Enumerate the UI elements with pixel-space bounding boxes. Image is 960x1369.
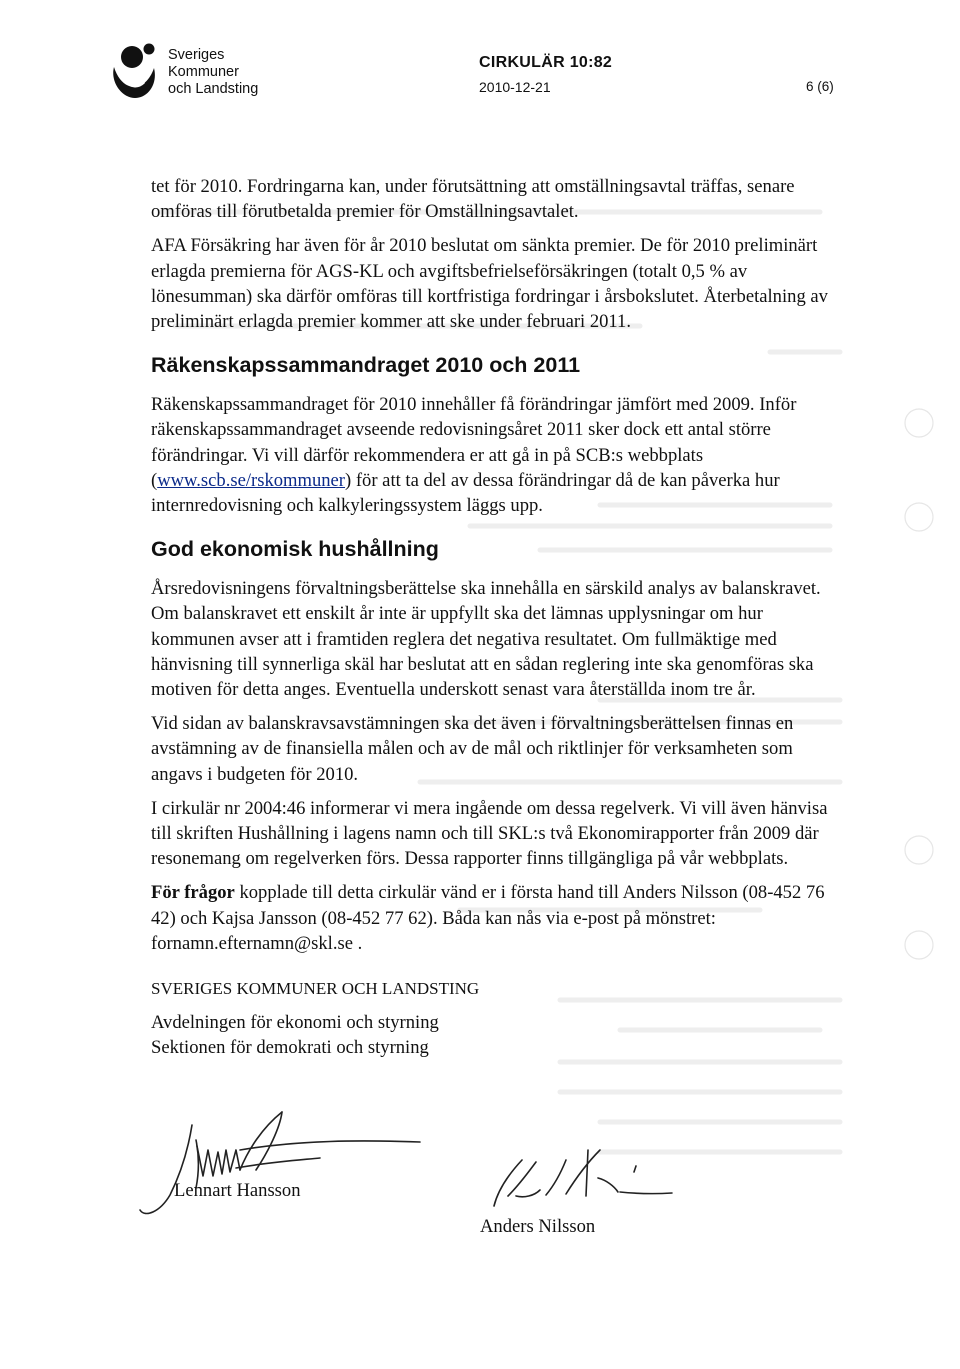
closing-department-1: Avdelningen för ekonomi och styrning <box>151 1012 439 1034</box>
organization-name <box>168 47 258 98</box>
circular-title: CIRKULÄR 10:82 <box>479 54 613 71</box>
section-heading-rakenskap: Räkenskapssammandraget 2010 och 2011 <box>151 353 581 378</box>
org-line-1: Sveriges <box>168 47 225 63</box>
paragraph-text: ) för att ta del av dessa förändringar då de kan påverka hur internredovisning och kalkyleringssystem läggs upp. <box>151 469 780 517</box>
paragraph: tet för 2010. Fordringarna kan, under förutsättning att omställningsavtal träffas, senare omföras till förutbetalda premier för Omställningsavtalet. <box>151 176 795 223</box>
circular-date: 2010-12-21 <box>479 79 551 95</box>
document-body <box>151 174 843 1061</box>
paragraph <box>151 392 843 518</box>
org-line-2: Kommuner <box>168 64 239 80</box>
closing-org: SVERIGES KOMMUNER OCH LANDSTING <box>151 979 480 999</box>
scb-link[interactable]: www.scb.se/rskommuner <box>157 469 346 491</box>
signature-anders-nilsson <box>494 1150 672 1206</box>
paragraph: AFA Försäkring har även för år 2010 beslutat om sänkta premier. De för 2010 preliminärt erlagda premierna för AGS-KL och avgiftsbefrielseförsäkringen (totalt 0,5 % av lönesumman) ska därför omföras till kortfristiga fordringar i årsbokslutet. Återbetalning av preliminärt erlagda premier kommer att ske under februari 2011. <box>151 235 828 333</box>
signer-1-name: Lennart Hansson <box>174 1180 301 1201</box>
paragraph: I cirkulär nr 2004:46 informerar vi mera ingående om dessa regelverk. Vi vill även hänvisa till skriften Hushållning i lagens namn och till SKL:s två Ekonomirapporter från 2009 där resonemang om regelverken förs. Dessa rapporter finns tillgängliga på vår webbplats. <box>151 797 828 870</box>
questions-label: För frågor <box>151 882 235 904</box>
skl-logo <box>108 40 162 102</box>
paragraph <box>151 880 843 956</box>
page-number: 6 (6) <box>806 79 834 94</box>
signer-2-name: Anders Nilsson <box>480 1216 596 1237</box>
paragraph-text: kopplade till detta cirkulär vänd er i första hand till Anders Nilsson (08-452 76 42) och Kajsa Jansson (08-452 77 62). Båda kan nås via e-post på mönstret: fornamn.efternamn@skl.se . <box>151 882 825 954</box>
section-heading-hushallning: God ekonomisk hushållning <box>151 537 439 562</box>
paragraph: Årsredovisningens förvaltningsberättelse ska innehålla en särskild analys av balanskravet. Om balanskravet ett enskilt år inte är uppfyllt ska det lämnas upplysningar om hur kommunen avser att i framtiden reglera det negativa resultatet. Om fullmäktige med hänvisning till synnerliga skäl har beslutat att en sådan reglering inte ska genomföras ska motiven för detta anges. Eventuella underskott senast vara återställda inom tre år. <box>151 578 821 701</box>
closing-department-2: Sektionen för demokrati och styrning <box>151 1037 429 1059</box>
paragraph: Vid sidan av balanskravsavstämningen ska det även i förvaltningsberättelsen finnas en avstämning av de finansiella målen och av de mål och riktlinjer för verksamheten som angavs i budgeten för 2010. <box>151 713 794 785</box>
org-line-3: och Landsting <box>168 81 259 97</box>
paragraph-text: Räkenskapssammandraget för 2010 innehåller få förändringar jämfört med 2009. Inför räkenskapssammandraget avseende redovisningsåret 2011 sker dock ett antal större förändringar. Vi vill därför rekommendera er att gå in på SCB:s webbplats ( <box>151 394 797 491</box>
